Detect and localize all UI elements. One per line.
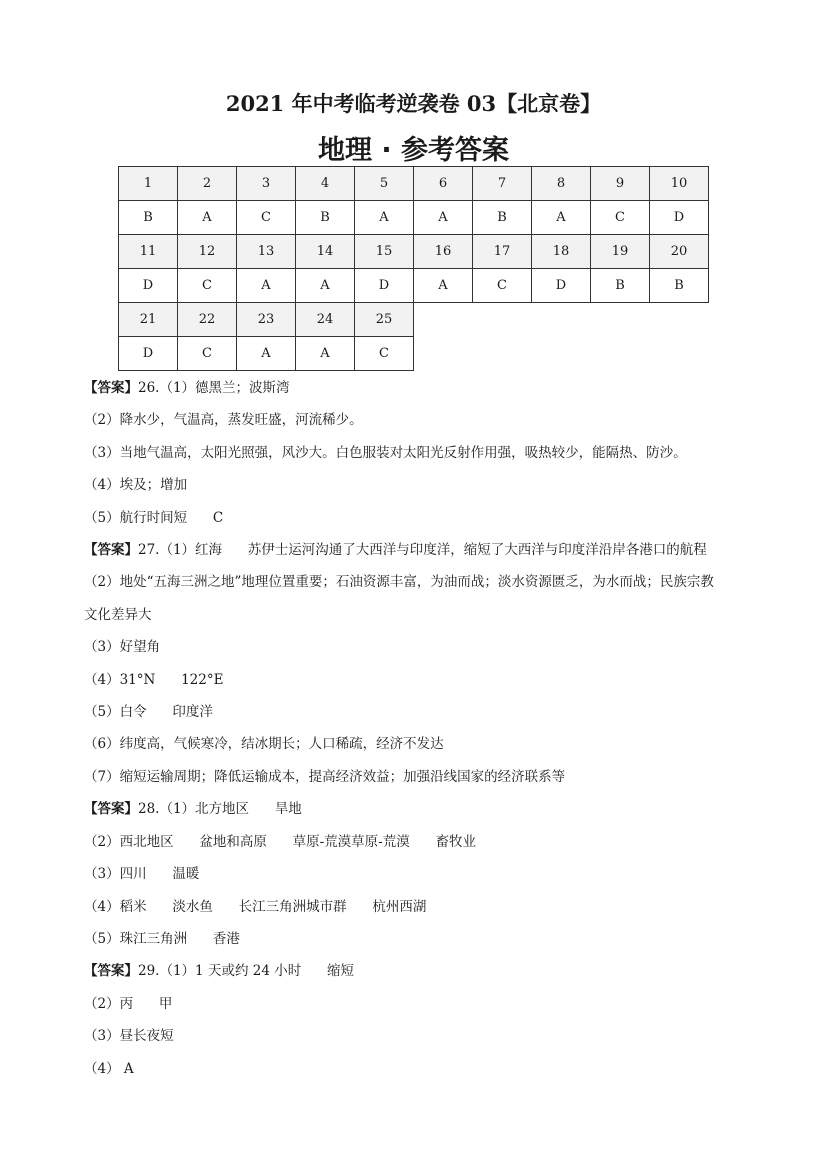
answer-line — [84, 988, 764, 1020]
answer-tag: 【答案】 — [84, 542, 138, 559]
answer-cell-row — [119, 337, 709, 371]
answer-tag: 【答案】 — [84, 963, 138, 980]
answer-line — [84, 761, 764, 793]
answer-line — [84, 1053, 764, 1085]
question-number: 9 — [591, 167, 650, 201]
exam-title: 2021 年中考临考逆袭卷 03【北京卷】 — [225, 91, 602, 116]
answer-line — [84, 469, 764, 501]
empty-cell — [414, 337, 473, 371]
answer-line — [84, 826, 764, 858]
question-number: 5 — [355, 167, 414, 201]
empty-cell — [414, 303, 473, 337]
answer-cell: B — [296, 201, 355, 235]
empty-cell — [650, 337, 709, 371]
answer-line — [84, 891, 764, 923]
answer-text: 文化差异大 — [84, 606, 152, 623]
answer-table — [118, 166, 709, 371]
answer-cell: D — [119, 269, 178, 303]
answer-cell-row — [119, 201, 709, 235]
answer-cell: C — [178, 269, 237, 303]
empty-cell — [532, 337, 591, 371]
answer-text: （5）白令 印度洋 — [84, 704, 213, 721]
answer-text: （4）埃及；增加 — [84, 477, 188, 494]
question-number: 19 — [591, 235, 650, 269]
question-number: 1 — [119, 167, 178, 201]
question-number: 12 — [178, 235, 237, 269]
answer-text: 29.（1）1 天或约 24 小时 缩短 — [138, 963, 354, 980]
answer-cell: C — [473, 269, 532, 303]
answer-cell: C — [591, 201, 650, 235]
answer-cell: D — [532, 269, 591, 303]
answer-text: 27.（1）红海 苏伊士运河沟通了大西洋与印度洋，缩短了大西洋与印度洋沿岸各港口的航程 — [138, 542, 707, 559]
answer-cell: A — [296, 337, 355, 371]
answer-text: （3）四川 温暖 — [84, 866, 200, 883]
answer-line — [84, 631, 764, 663]
answer-cell: C — [237, 201, 296, 235]
answer-content — [84, 372, 764, 1085]
empty-cell — [532, 303, 591, 337]
question-number: 13 — [237, 235, 296, 269]
answer-cell: D — [355, 269, 414, 303]
question-number-row — [119, 167, 709, 201]
answer-line — [84, 664, 764, 696]
question-number-row — [119, 303, 709, 337]
answer-line — [84, 404, 764, 436]
question-number: 7 — [473, 167, 532, 201]
question-number: 15 — [355, 235, 414, 269]
question-number: 23 — [237, 303, 296, 337]
question-number: 14 — [296, 235, 355, 269]
question-number: 21 — [119, 303, 178, 337]
answer-cell-row — [119, 269, 709, 303]
answer-line — [84, 566, 764, 598]
answer-text: （2）丙 甲 — [84, 995, 173, 1012]
question-number: 20 — [650, 235, 709, 269]
answer-cell: A — [237, 337, 296, 371]
answer-text: （4）31°N 122°E — [84, 671, 224, 688]
answer-cell: B — [650, 269, 709, 303]
answer-tag: 【答案】 — [84, 801, 138, 818]
question-number: 24 — [296, 303, 355, 337]
answer-text: （2）地处“五海三洲之地”地理位置重要；石油资源丰富，为油而战；淡水资源匮乏，为水而战；民族宗教 — [84, 574, 714, 591]
empty-cell — [591, 337, 650, 371]
answer-line — [84, 955, 764, 987]
answer-line — [84, 858, 764, 890]
answer-text: （6）纬度高，气候寒冷，结冰期长；人口稀疏，经济不发达 — [84, 736, 444, 753]
answer-cell: B — [473, 201, 532, 235]
answer-key-title: 地理 · 参考答案 — [317, 135, 510, 166]
question-number: 10 — [650, 167, 709, 201]
answer-text: （2）西北地区 盆地和高原 草原-荒漠草原-荒漠 畜牧业 — [84, 833, 476, 850]
empty-cell — [473, 337, 532, 371]
answer-line — [84, 696, 764, 728]
answer-line — [84, 1020, 764, 1052]
answer-line — [84, 534, 764, 566]
answer-text: （3）当地气温高，太阳光照强，风沙大。白色服装对太阳光反射作用强，吸热较少，能隔热、防沙。 — [84, 444, 687, 461]
question-number-row — [119, 235, 709, 269]
answer-text: （7）缩短运输周期；降低运输成本，提高经济效益；加强沿线国家的经济联系等 — [84, 768, 566, 785]
question-number: 8 — [532, 167, 591, 201]
empty-cell — [650, 303, 709, 337]
answer-text: （3）昼长夜短 — [84, 1028, 174, 1045]
answer-line — [84, 923, 764, 955]
answer-tag: 【答案】 — [84, 380, 138, 396]
answer-line — [84, 502, 764, 534]
question-number: 11 — [119, 235, 178, 269]
answer-cell: A — [414, 201, 473, 235]
answer-text: （3）好望角 — [84, 639, 161, 656]
question-number: 6 — [414, 167, 473, 201]
answer-cell: A — [414, 269, 473, 303]
answer-line — [84, 372, 764, 404]
answer-cell: C — [178, 337, 237, 371]
answer-cell: A — [296, 269, 355, 303]
answer-text: 28.（1）北方地区 旱地 — [138, 801, 302, 818]
question-number: 18 — [532, 235, 591, 269]
answer-cell: A — [532, 201, 591, 235]
answer-cell: D — [650, 201, 709, 235]
question-number: 17 — [473, 235, 532, 269]
question-number: 16 — [414, 235, 473, 269]
answer-cell: B — [119, 201, 178, 235]
question-number: 2 — [178, 167, 237, 201]
answer-text: （2）降水少，气温高，蒸发旺盛，河流稀少。 — [84, 412, 363, 429]
question-number: 25 — [355, 303, 414, 337]
answer-cell: C — [355, 337, 414, 371]
answer-cell: A — [178, 201, 237, 235]
empty-cell — [591, 303, 650, 337]
answer-text: （4）稻米 淡水鱼 长江三角洲城市群 杭州西湖 — [84, 898, 427, 915]
question-number: 3 — [237, 167, 296, 201]
answer-line — [84, 728, 764, 760]
empty-cell — [473, 303, 532, 337]
answer-cell: A — [355, 201, 414, 235]
answer-cell: D — [119, 337, 178, 371]
answer-line — [84, 599, 764, 631]
answer-text: 26.（1）德黑兰；波斯湾 — [138, 380, 290, 396]
answer-line — [84, 793, 764, 825]
answer-cell: A — [237, 269, 296, 303]
answer-cell: B — [591, 269, 650, 303]
question-number: 22 — [178, 303, 237, 337]
answer-line — [84, 437, 764, 469]
answer-text: （5）珠江三角洲 香港 — [84, 930, 240, 947]
question-number: 4 — [296, 167, 355, 201]
answer-text: （5）航行时间短 C — [84, 509, 224, 526]
answer-text: （4） A — [84, 1060, 134, 1077]
